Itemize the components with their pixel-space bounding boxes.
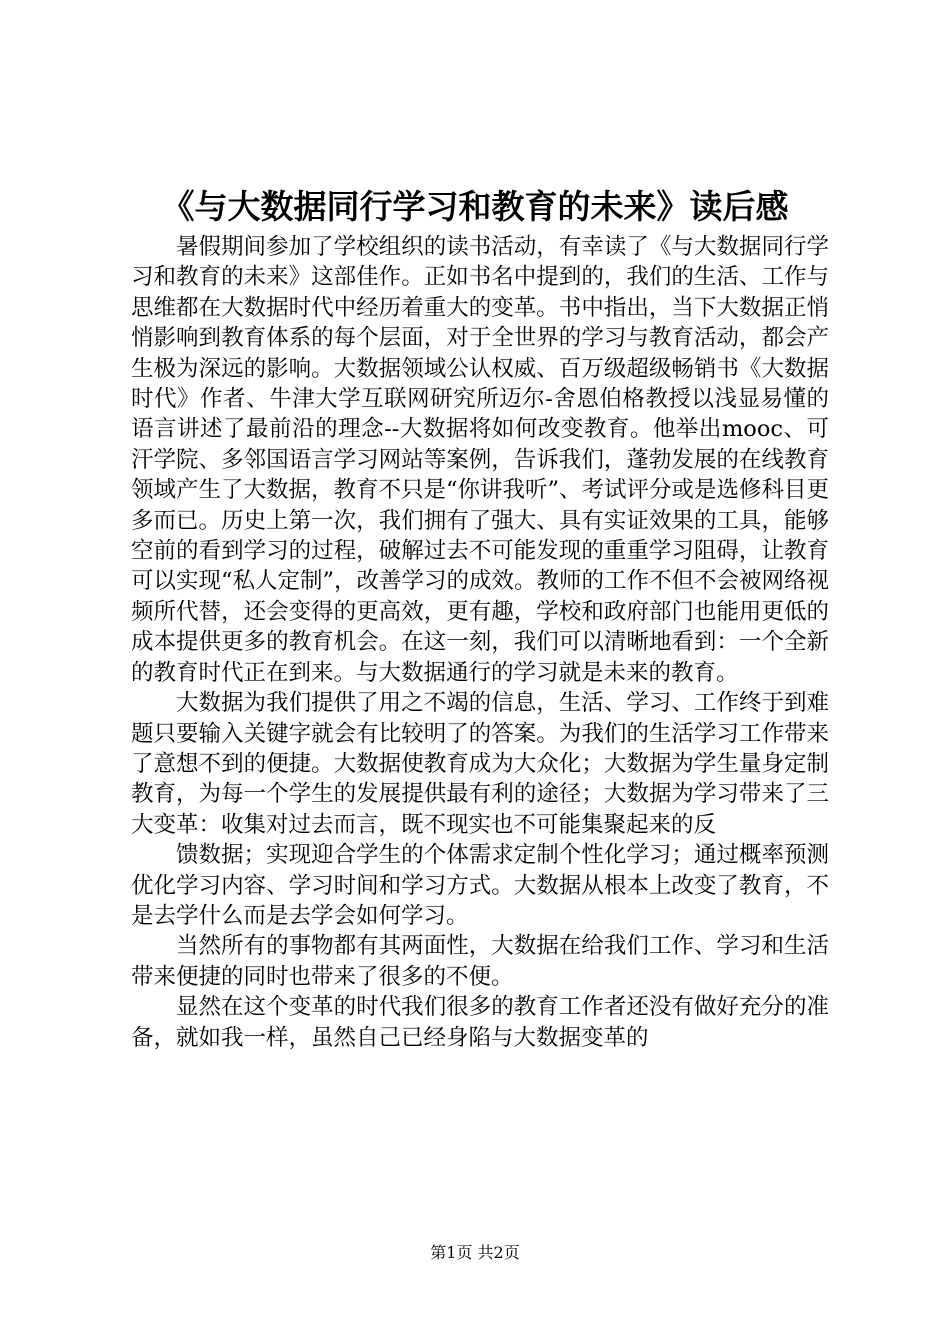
- page-number-footer: 第1页 共2页: [430, 1243, 520, 1262]
- paragraph: 馈数据；实现迎合学生的个体需求定制个性化学习；通过概率预测优化学习内容、学习时间和学习方式。大数据从根本上改变了教育，不是去学什么而是去学会如何学习。: [131, 842, 829, 929]
- page-title: 《与大数据同行学习和教育的未来》读后感: [161, 187, 789, 226]
- paragraph: 当然所有的事物都有其两面性，大数据在给我们工作、学习和生活带来便捷的同时也带来了很多的不便。: [131, 933, 829, 990]
- paragraph: 暑假期间参加了学校组织的读书活动，有幸读了《与大数据同行学习和教育的未来》这部佳作。正如书名中提到的，我们的生活、工作与思维都在大数据时代中经历着重大的变革。书中指出，当下大数据正悄悄影响到教育体系的每个层面，对于全世界的学习与教育活动，都会产生极为深远的影响。大数据领域公认权威、百万级超级畅销书《大数据时代》作者、牛津大学互联网研究所迈尔-舍恩伯格教授以浅显易懂的语言讲述了最前沿的理念--大数据将如何改变教育。他举出mooc、可汗学院、多邻国语言学习网站等案例，告诉我们，蓬勃发展的在线教育领域产生了大数据，教育不只是“你讲我听”、考试评分或是选修科目更多而已。历史上第一次，我们拥有了强大、具有实证效果的工具，能够空前的看到学习的过程，破解过去不可能发现的重重学习阻碍，让教育可以实现“私人定制”，改善学习的成效。教师的工作不但不会被网络视频所代替，还会变得的更高效，更有趣，学校和政府部门也能用更低的成本提供更多的教育机会。在这一刻，我们可以清晰地看到：一个全新的教育时代正在到来。与大数据通行的学习就是未来的教育。: [131, 234, 830, 686]
- paragraph: 大数据为我们提供了用之不竭的信息，生活、学习、工作终于到难题只要输入关键字就会有比较明了的答案。为我们的生活学习工作带来了意想不到的便捷。大数据使教育成为大众化；大数据为学生量身定制教育，为每一个学生的发展提供最有利的途径；大数据为学习带来了三大变革：收集对过去而言，既不现实也不可能集聚起来的反: [131, 690, 829, 838]
- paragraph: 显然在这个变革的时代我们很多的教育工作者还没有做好充分的准备，就如我一样，虽然自己已经身陷与大数据变革的: [131, 994, 829, 1051]
- document-body: [131, 232, 829, 1053]
